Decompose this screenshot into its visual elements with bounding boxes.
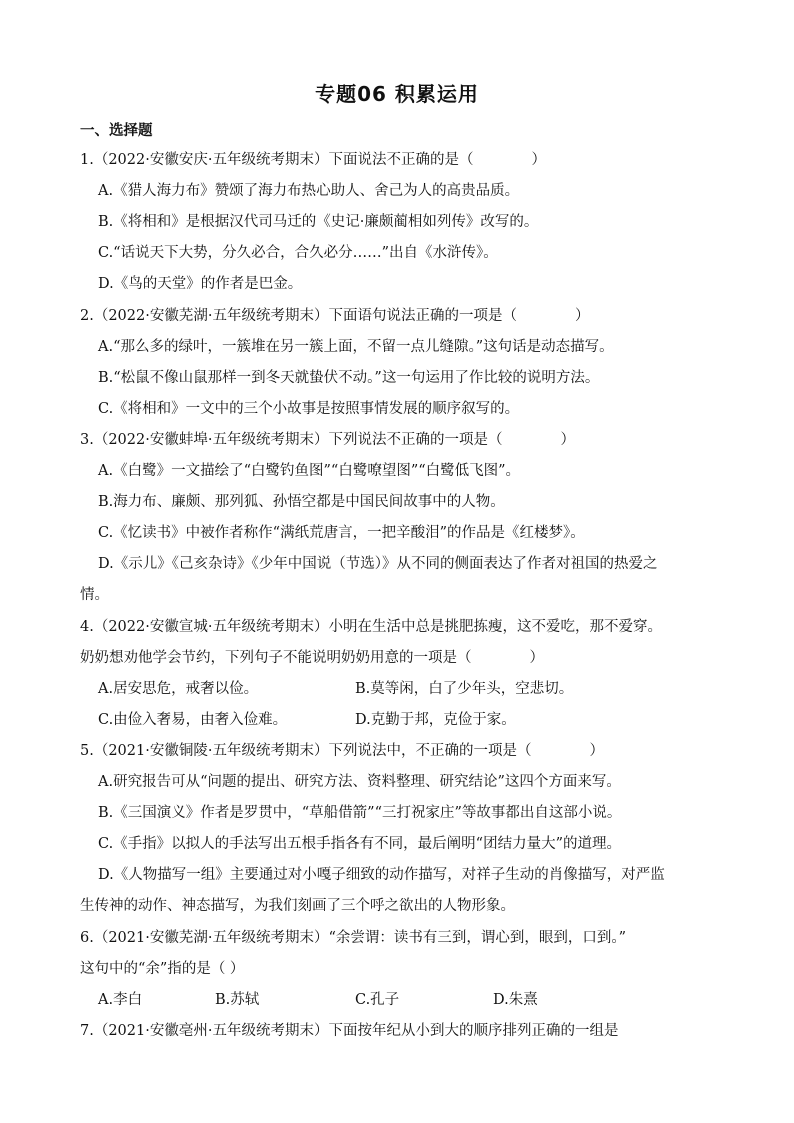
question-4-option-c: C.由俭入奢易，由奢入俭难。 [98,712,288,728]
question-3-option-a: A.《白鹭》一文描绘了“白鹭钓鱼图”“白鹭嘹望图”“白鹭低飞图”。 [98,463,521,479]
question-6-stem: 6.（2021·安徽芜湖·五年级统考期末）“余尝谓：读书有三到，谓心到，眼到，口到。” [80,930,627,946]
question-6-option-a: A.李白 [98,992,143,1008]
question-4-option-b: B.莫等闲，白了少年头，空悲切。 [355,681,574,697]
section-heading: 一、选择题 [80,123,153,139]
question-6-option-c: C.孔子 [355,992,400,1008]
question-3-option-d-continued: 情。 [80,587,109,603]
question-2-option-b: B.“松鼠不像山鼠那样一到冬天就蛰伏不动。”这一句运用了作比较的说明方法。 [98,370,600,386]
question-3-stem: 3.（2022·安徽蚌埠·五年级统考期末）下列说法不正确的一项是（ ） [80,432,575,448]
question-4-stem-continued: 奶奶想劝他学会节约，下列句子不能说明奶奶用意的一项是（ ） [80,650,544,666]
question-6-option-b: B.苏轼 [215,992,260,1008]
question-6-option-d: D.朱熹 [493,992,538,1008]
question-1-option-a: A.《猎人海力布》赞颂了海力布热心助人、舍己为人的高贵品质。 [98,183,520,199]
question-5-option-d-continued: 生传神的动作、神态描写，为我们刻画了三个呼之欲出的人物形象。 [80,898,515,914]
question-1-option-d: D.《鸟的天堂》的作者是巴金。 [98,276,303,292]
question-5-option-a: A.研究报告可从“问题的提出、研究方法、资料整理、研究结论”这四个方面来写。 [98,774,621,790]
question-5-stem: 5.（2021·安徽铜陵·五年级统考期末）下列说法中，不正确的一项是（ ） [80,743,604,759]
question-3-option-d: D.《示儿》《己亥杂诗》《少年中国说（节选）》从不同的侧面表达了作者对祖国的热爱之 [98,556,658,572]
page-title: 专题06 积累运用 [315,82,479,106]
question-2-option-a: A.“那么多的绿叶，一簇堆在另一簇上面，不留一点儿缝隙。”这句话是动态描写。 [98,339,614,355]
question-2-stem: 2.（2022·安徽芜湖·五年级统考期末）下面语句说法正确的一项是（ ） [80,308,590,324]
question-5-option-b: B.《三国演义》作者是罗贯中，“草船借箭”“三打祝家庄”等故事都出自这部小说。 [98,805,622,821]
question-3-option-b: B.海力布、廉颇、那列狐、孙悟空都是中国民间故事中的人物。 [98,494,505,510]
question-7-stem: 7.（2021·安徽亳州·五年级统考期末）下面按年纪从小到大的顺序排列正确的一组是 [80,1023,619,1039]
question-5-option-c: C.《手指》以拟人的手法写出五根手指各有不同，最后阐明“团结力量大”的道理。 [98,836,622,852]
question-3-option-c: C.《忆读书》中被作者称作“满纸荒唐言，一把辛酸泪”的作品是《红楼梦》。 [98,525,585,541]
question-1-option-c: C.“话说天下大势，分久必合，合久必分……”出自《水浒传》。 [98,245,498,261]
question-1-option-b: B.《将相和》是根据汉代司马迁的《史记·廉颇蔺相如列传》改写的。 [98,214,539,230]
question-2-option-c: C.《将相和》一文中的三个小故事是按照事情发展的顺序叙写的。 [98,401,520,417]
question-1-stem: 1.（2022·安徽安庆·五年级统考期末）下面说法不正确的是（ ） [80,152,546,168]
question-5-option-d: D.《人物描写一组》主要通过对小嘎子细致的动作描写，对祥子生动的肖像描写，对严监 [98,867,665,883]
question-4-stem: 4.（2022·安徽宣城·五年级统考期末）小明在生活中总是挑肥拣瘦，这不爱吃，那不爱穿。 [80,619,662,635]
question-6-stem-continued: 这句中的“余”指的是（ ） [80,961,245,977]
question-4-option-a: A.居安思危，戒奢以俭。 [98,681,259,697]
question-4-option-d: D.克勤于邦，克俭于家。 [355,712,516,728]
